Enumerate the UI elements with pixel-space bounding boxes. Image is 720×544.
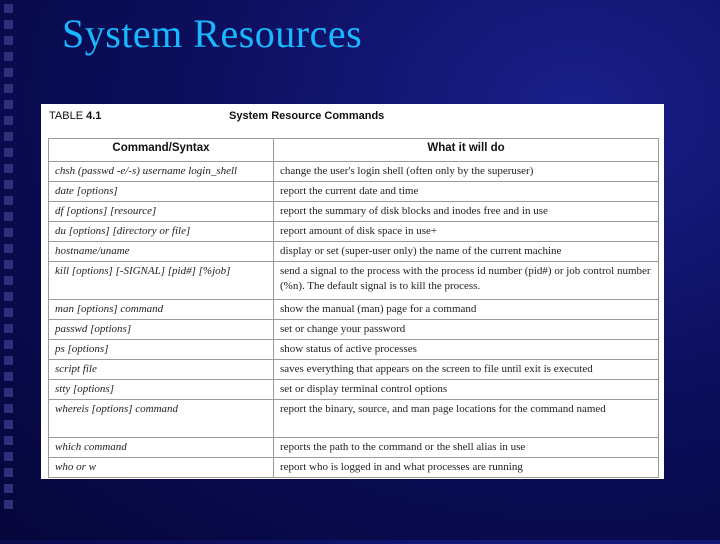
command-description: report the current date and time: [274, 182, 659, 202]
command-syntax: passwd [options]: [49, 320, 274, 340]
decorative-square-column: [0, 0, 18, 544]
command-description: set or change your password: [274, 320, 659, 340]
commands-table: [48, 138, 659, 478]
table-row: [49, 202, 659, 222]
command-syntax: ps [options]: [49, 340, 274, 360]
table-row: [49, 360, 659, 380]
command-description: show the manual (man) page for a command: [274, 300, 659, 320]
table-image-panel: [41, 104, 664, 479]
slide-title: System Resources: [62, 11, 363, 56]
command-description: reports the path to the command or the shell alias in use: [274, 438, 659, 458]
command-syntax: man [options] command: [49, 300, 274, 320]
command-syntax: hostname/uname: [49, 242, 274, 262]
command-syntax: which command: [49, 438, 274, 458]
command-syntax: script file: [49, 360, 274, 380]
table-row: [49, 162, 659, 182]
column-header-description: What it will do: [274, 139, 659, 162]
table-row: [49, 182, 659, 202]
table-row: [49, 262, 659, 300]
table-row: [49, 320, 659, 340]
command-description: saves everything that appears on the screen to file until exit is executed: [274, 360, 659, 380]
table-row: [49, 438, 659, 458]
command-syntax: du [options] [directory or file]: [49, 222, 274, 242]
table-row: [49, 242, 659, 262]
command-description: set or display terminal control options: [274, 380, 659, 400]
table-row: [49, 222, 659, 242]
table-label: TABLE: [49, 110, 84, 122]
command-description: show status of active processes: [274, 340, 659, 360]
table-header-row: [49, 139, 659, 162]
command-syntax: kill [options] [-SIGNAL] [pid#] [%job]: [49, 262, 274, 300]
table-row: [49, 380, 659, 400]
table-row: [49, 300, 659, 320]
command-description: report who is logged in and what processes are running: [274, 458, 659, 478]
command-syntax: whereis [options] command: [49, 400, 274, 438]
command-description: send a signal to the process with the process id number (pid#) or job control number (%n). The default signal is to kill the process.: [274, 262, 659, 300]
table-caption: [49, 110, 655, 126]
command-description: report the summary of disk blocks and inodes free and in use: [274, 202, 659, 222]
command-description: report amount of disk space in use+: [274, 222, 659, 242]
table-title: System Resource Commands: [229, 110, 385, 122]
column-header-syntax: Command/Syntax: [49, 139, 274, 162]
command-description: report the binary, source, and man page locations for the command named: [274, 400, 659, 438]
command-description: change the user's login shell (often only by the superuser): [274, 162, 659, 182]
command-syntax: stty [options]: [49, 380, 274, 400]
command-syntax: chsh (passwd -e/-s) username login_shell: [49, 162, 274, 182]
table-row: [49, 400, 659, 438]
table-row: [49, 458, 659, 478]
command-syntax: date [options]: [49, 182, 274, 202]
table-number: 4.1: [86, 110, 102, 122]
command-syntax: df [options] [resource]: [49, 202, 274, 222]
command-syntax: who or w: [49, 458, 274, 478]
table-row: [49, 340, 659, 360]
command-description: display or set (super-user only) the name of the current machine: [274, 242, 659, 262]
